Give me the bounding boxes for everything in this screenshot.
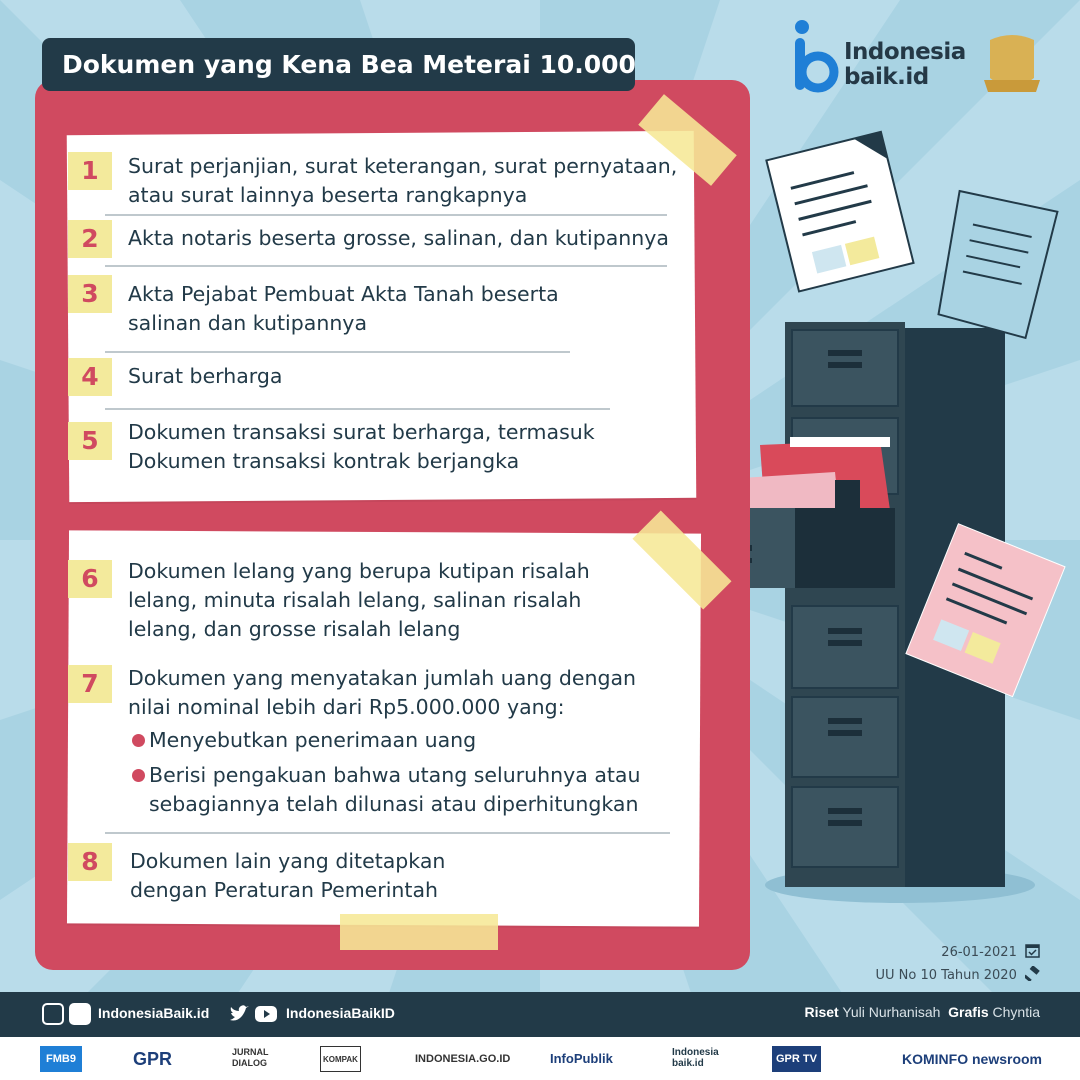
riset-name: Yuli Nurhanisah [842, 1004, 941, 1020]
law-reference [876, 966, 1040, 983]
bullet-line: sebagiannya telah dilunasi atau diperhitungkan [149, 792, 639, 816]
separator [105, 265, 667, 267]
logo-mark-icon [790, 18, 840, 98]
item-text [128, 362, 282, 391]
facebook-icon[interactable] [69, 1003, 91, 1025]
item-line: lelang, dan grosse risalah lelang [128, 617, 461, 641]
credits [804, 1004, 1040, 1020]
partner-fmb9[interactable]: FMB9 [40, 1046, 82, 1072]
item-number: 7 [68, 665, 112, 703]
item-number: 3 [68, 275, 112, 313]
indonesiabaik-logo [790, 18, 980, 98]
tape-bottom [340, 914, 498, 950]
date-text: 26-01-2021 [941, 945, 1017, 960]
instagram-icon[interactable] [42, 1003, 64, 1025]
bullet-line: Berisi pengakuan bahwa utang seluruhnya atau [149, 763, 641, 787]
gavel-icon [1025, 966, 1040, 981]
bullet-icon [132, 769, 145, 782]
separator [105, 408, 610, 410]
bullet-item [149, 761, 640, 819]
riset-label: Riset [804, 1004, 839, 1020]
bullet-line: Menyebutkan penerimaan uang [149, 728, 477, 752]
grafis-label: Grafis [948, 1004, 989, 1020]
partner-gpr[interactable]: GPR [133, 1049, 173, 1069]
item-text [128, 557, 590, 644]
partner-gpr-tv[interactable]: GPR TV [772, 1046, 821, 1072]
publish-date [941, 943, 1040, 960]
item-number: 2 [68, 220, 112, 258]
item-text [128, 664, 636, 722]
youtube-icon[interactable] [255, 1003, 277, 1025]
item-line: lelang, minuta risalah lelang, salinan risalah [128, 588, 582, 612]
award-badge-icon [980, 30, 1044, 100]
separator [105, 351, 570, 353]
partner-jurnal-dialog[interactable]: JURNAL DIALOG [232, 1047, 269, 1068]
separator [105, 214, 667, 216]
item-line: dengan Peraturan Pemerintah [130, 878, 439, 902]
item-text [128, 152, 677, 210]
bullet-item [149, 726, 476, 755]
brand-name-line1: Indonesia [844, 39, 966, 65]
partner-infopublik[interactable]: InfoPublik [550, 1051, 613, 1066]
item-line: atau surat lainnya beserta rangkapnya [128, 183, 528, 207]
item-text [128, 224, 669, 253]
partner-indonesia-go-id[interactable]: INDONESIA.GO.ID [415, 1053, 511, 1065]
page-title: Dokumen yang Kena Bea Meterai 10.000 [42, 38, 635, 91]
brand-name-line2: baik.id [844, 64, 929, 90]
item-number: 5 [68, 422, 112, 460]
item-text [130, 847, 445, 905]
law-text: UU No 10 Tahun 2020 [875, 968, 1017, 983]
calendar-icon [1025, 943, 1040, 958]
social-handle-2[interactable]: IndonesiaBaikID [286, 1005, 395, 1021]
item-line: salinan dan kutipannya [128, 311, 368, 335]
social-handle-1[interactable]: IndonesiaBaik.id [98, 1005, 210, 1021]
item-line: Dokumen lelang yang berupa kutipan risalah [128, 559, 590, 583]
partner-kompak[interactable]: KOMPAK [320, 1046, 361, 1072]
item-line: Dokumen transaksi surat berharga, termasuk [128, 420, 595, 444]
grafis-name: Chyntia [992, 1004, 1040, 1020]
item-line: Surat berharga [128, 364, 283, 388]
item-number: 4 [68, 358, 112, 396]
item-line: Dokumen transaksi kontrak berjangka [128, 449, 520, 473]
partner-indonesiabaik[interactable]: Indonesia baik.id [672, 1047, 719, 1069]
item-line: Akta Pejabat Pembuat Akta Tanah beserta [128, 282, 559, 306]
item-line: Surat perjanjian, surat keterangan, surat pernyataan, [128, 154, 678, 178]
separator [105, 832, 670, 834]
item-text [128, 418, 595, 476]
brand-name [844, 40, 984, 90]
partner-kominfo-newsroom[interactable]: KOMINFO newsroom [902, 1051, 1043, 1067]
item-number: 1 [68, 152, 112, 190]
twitter-icon[interactable] [228, 1003, 250, 1025]
item-line: Akta notaris beserta grosse, salinan, dan kutipannya [128, 226, 669, 250]
footer-bar [0, 992, 1080, 1037]
item-number: 6 [68, 560, 112, 598]
bullet-icon [132, 734, 145, 747]
item-line: Dokumen lain yang ditetapkan [130, 849, 446, 873]
item-line: Dokumen yang menyatakan jumlah uang dengan [128, 666, 637, 690]
item-number: 8 [68, 843, 112, 881]
item-line: nilai nominal lebih dari Rp5.000.000 yang: [128, 695, 565, 719]
item-text [128, 280, 559, 338]
partner-logos [0, 1037, 1080, 1080]
